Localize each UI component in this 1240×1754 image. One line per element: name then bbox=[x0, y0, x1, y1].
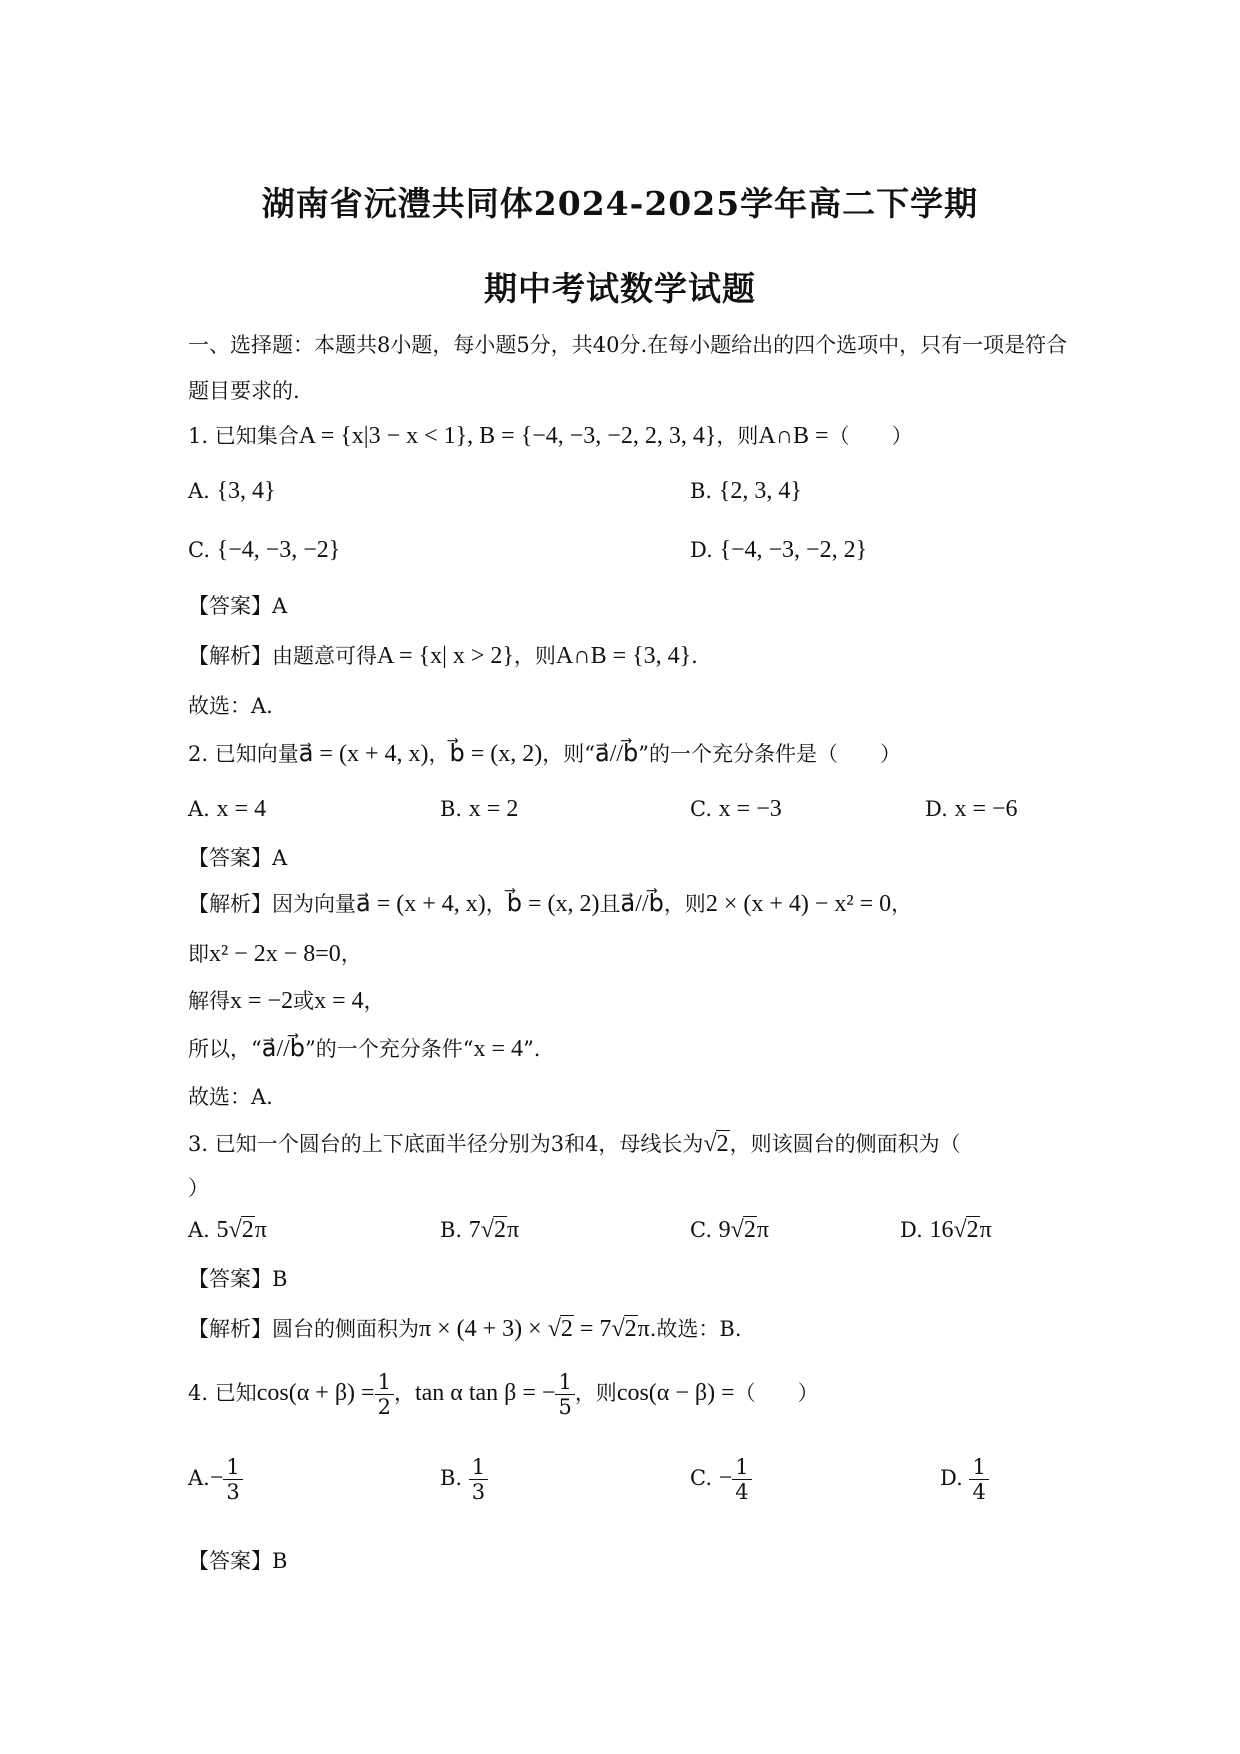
q1-answer-value: A bbox=[272, 594, 288, 618]
q3-option-d-pi: π bbox=[979, 1217, 992, 1243]
q4-option-d-denominator: 4 bbox=[972, 1480, 986, 1504]
q1-option-c bbox=[188, 537, 340, 564]
q2-analysis-1 bbox=[188, 888, 1068, 918]
q3-option-b: B. 7√2π bbox=[440, 1217, 520, 1243]
q1-stem-suffix: ，则 bbox=[716, 424, 759, 448]
q3-analysis-eq-1: π × (4 + 3) × bbox=[419, 1316, 548, 1342]
q4-option-c-denominator: 4 bbox=[735, 1480, 749, 1504]
answer-tag: 【答案】 bbox=[188, 1267, 272, 1291]
q3-stem bbox=[188, 1128, 1068, 1158]
q2-analysis-2-equation: x² − 2x − 8=0 bbox=[209, 941, 341, 967]
q4-option-d-fraction bbox=[969, 1455, 988, 1504]
q4-option-a-label: A. bbox=[188, 1466, 210, 1490]
q1-choose-value: A. bbox=[251, 694, 273, 718]
q2-analysis-vector-b: b⃗ = (x, 2) bbox=[506, 891, 600, 917]
q4-option-c bbox=[690, 1455, 752, 1504]
q2-parallel: a⃗//b⃗ bbox=[595, 741, 639, 767]
q2-vector-a: a⃗ = (x + 4, x) bbox=[298, 741, 429, 767]
q2-stem bbox=[188, 738, 1068, 768]
q2-stem-prefix: 2. 已知向量 bbox=[188, 742, 299, 766]
q2-analysis-separator: ， bbox=[485, 892, 507, 916]
q2-analysis-4-x: x = 4 bbox=[473, 1036, 524, 1062]
q4-option-a-denominator: 3 bbox=[226, 1480, 240, 1504]
q1-analysis-end: . bbox=[691, 644, 698, 668]
q1-option-c-label: C. bbox=[188, 538, 217, 562]
q1-choose bbox=[188, 690, 1068, 720]
q1-stem-prefix: 1. 已知集合 bbox=[188, 424, 299, 448]
q3-option-a-pi: π bbox=[254, 1217, 267, 1243]
q2-root-2: x = 4 bbox=[314, 988, 364, 1014]
q2-analysis-then: ，则 bbox=[663, 892, 706, 916]
q4-option-a bbox=[188, 1455, 243, 1504]
q2-analysis-vector-a: a⃗ = (x + 4, x) bbox=[356, 891, 486, 917]
q1-answer bbox=[188, 590, 1068, 620]
q3-option-d-label: D. bbox=[900, 1218, 930, 1242]
q2-analysis-4-parallel: a⃗//b⃗ bbox=[261, 1036, 306, 1062]
q4-option-d bbox=[940, 1455, 989, 1504]
q1-analysis-math-2: A∩B = {3, 4} bbox=[555, 643, 692, 669]
q1-analysis-math-1: A = {x| x > 2} bbox=[377, 643, 514, 669]
q1-option-d bbox=[690, 537, 867, 564]
q3-option-a-label: A. bbox=[188, 1218, 217, 1242]
q2-option-d bbox=[925, 796, 1018, 823]
q2-choose bbox=[188, 1081, 1068, 1111]
q2-analysis-end: ， bbox=[891, 892, 913, 916]
q2-analysis-equation: 2 × (x + 4) − x² = 0 bbox=[705, 891, 892, 917]
analysis-tag: 【解析】 bbox=[188, 1317, 272, 1341]
q1-option-a bbox=[188, 478, 276, 505]
q2-analysis-4-prefix: 所以，“ bbox=[188, 1037, 262, 1061]
q2-option-c-value: x = −3 bbox=[718, 796, 782, 822]
q4-option-a-numerator: 1 bbox=[223, 1455, 242, 1480]
q3-option-b-label: B. bbox=[440, 1218, 469, 1242]
q2-option-b-label: B. bbox=[440, 797, 469, 821]
q4-option-b-numerator: 1 bbox=[469, 1455, 488, 1480]
q3-answer-value: B bbox=[272, 1267, 288, 1291]
q3-option-c-pi: π bbox=[756, 1217, 769, 1243]
q2-vector-b: b⃗ = (x, 2) bbox=[449, 741, 543, 767]
q1-analysis-mid: ，则 bbox=[513, 644, 556, 668]
q1-stem-ask: A∩B = bbox=[758, 423, 829, 449]
q2-option-b bbox=[440, 796, 518, 823]
q3-option-c: C. 9√2π bbox=[690, 1217, 769, 1243]
q2-analysis-3 bbox=[188, 985, 1068, 1015]
q1-option-d-value: {−4, −3, −2, 2} bbox=[719, 537, 868, 563]
q4-stem bbox=[188, 1370, 1068, 1419]
q3-option-c-coef: 9 bbox=[718, 1217, 731, 1243]
q2-analysis-2-end: ， bbox=[340, 942, 362, 966]
q3-option-c-label: C. bbox=[690, 1218, 719, 1242]
q2-option-d-value: x = −6 bbox=[954, 796, 1018, 822]
q4-option-b-denominator: 3 bbox=[471, 1480, 486, 1504]
q4-fraction-1-denominator: 2 bbox=[377, 1395, 391, 1419]
q3-analysis: 【解析】圆台的侧面积为π × (4 + 3) × √2 = 7√2π.故选：B. bbox=[188, 1316, 742, 1342]
q2-option-c bbox=[690, 796, 782, 823]
q3-analysis-prefix: 圆台的侧面积为 bbox=[272, 1317, 419, 1341]
choose-prefix: 故选： bbox=[188, 694, 251, 718]
q2-option-b-value: x = 2 bbox=[468, 796, 519, 822]
q1-option-b bbox=[690, 478, 802, 505]
q2-stem-mid: ，则“ bbox=[542, 742, 595, 766]
q1-option-c-value: {−4, −3, −2} bbox=[216, 537, 341, 563]
q2-root-1: x = −2 bbox=[230, 988, 294, 1014]
q4-option-d-numerator: 1 bbox=[969, 1455, 988, 1480]
q4-stem-prefix: 4. 已知 bbox=[188, 1381, 257, 1405]
q3-analysis-eq-3: π bbox=[637, 1316, 650, 1342]
q1-stem-math: A = {x|3 − x < 1}, B = {−4, −3, −2, 2, 3, 4} bbox=[298, 423, 717, 449]
q2-analysis-2-prefix: 即 bbox=[188, 942, 209, 966]
q1-option-a-label: A. bbox=[188, 479, 217, 503]
q4-option-d-label: D. bbox=[940, 1466, 970, 1490]
q4-answer bbox=[188, 1545, 1068, 1575]
q2-analysis-prefix: 因为向量 bbox=[272, 892, 356, 916]
q2-answer bbox=[188, 842, 1068, 872]
q1-option-b-value: {2, 3, 4} bbox=[718, 478, 802, 504]
q4-stem-mid: ，则 bbox=[574, 1381, 617, 1405]
q1-paren: （ ） bbox=[828, 424, 913, 448]
q3-option-b-pi: π bbox=[506, 1217, 520, 1243]
answer-tag: 【答案】 bbox=[188, 594, 272, 618]
q1-stem bbox=[188, 420, 1068, 450]
q4-option-c-fraction bbox=[732, 1455, 751, 1504]
q2-analysis-4-mid: ”的一个充分条件“ bbox=[305, 1037, 474, 1061]
q4-separator: ， bbox=[393, 1381, 415, 1405]
q3-sqrt: √2 bbox=[703, 1131, 729, 1157]
answer-tag: 【答案】 bbox=[188, 1549, 272, 1573]
q4-option-c-sign: − bbox=[718, 1465, 733, 1491]
q4-option-b bbox=[440, 1455, 488, 1504]
q4-cos-diff: cos(α − β) = bbox=[616, 1380, 735, 1406]
q1-option-a-value: {3, 4} bbox=[216, 478, 276, 504]
q3-stem-line-2: ） bbox=[188, 1176, 209, 1200]
q2-analysis-3-end: ， bbox=[363, 989, 385, 1013]
q3-analysis-radicand-2: 2 bbox=[624, 1316, 637, 1342]
q3-option-d-coef: 16 bbox=[929, 1217, 954, 1243]
q2-analysis-parallel: a⃗//b⃗ bbox=[620, 891, 664, 917]
q4-fraction-2 bbox=[555, 1370, 574, 1419]
q2-option-a-label: A. bbox=[188, 797, 217, 821]
q4-option-c-numerator: 1 bbox=[732, 1455, 751, 1480]
q2-analysis-4-end: ”. bbox=[523, 1037, 541, 1061]
q2-option-a bbox=[188, 796, 266, 823]
q3-option-a-coef: 5 bbox=[216, 1217, 229, 1243]
q2-analysis-3-or: 或 bbox=[293, 989, 315, 1013]
q1-analysis bbox=[188, 640, 1068, 670]
q4-answer-value: B bbox=[272, 1549, 288, 1573]
q4-fraction-1-numerator: 1 bbox=[375, 1370, 394, 1395]
section-heading: 一、选择题：本题共8小题，每小题5分，共40分.在每小题给出的四个选项中，只有一项是符合题目要求的. bbox=[188, 333, 1068, 403]
q3-analysis-end: .故选：B. bbox=[649, 1317, 742, 1341]
q3-option-d: D. 16√2π bbox=[900, 1217, 992, 1243]
analysis-tag: 【解析】 bbox=[188, 892, 272, 916]
q2-answer-value: A bbox=[272, 846, 288, 870]
choose-prefix: 故选： bbox=[188, 1085, 251, 1109]
title-line-2: 期中考试数学试题 bbox=[484, 269, 756, 308]
q2-analysis-4 bbox=[188, 1033, 1068, 1063]
q3-option-b-radicand: 2 bbox=[493, 1217, 506, 1243]
q3-analysis-radicand-1: 2 bbox=[560, 1316, 573, 1342]
q3-option-a-radicand: 2 bbox=[241, 1217, 254, 1243]
q3-analysis-eq-2: = 7 bbox=[573, 1316, 612, 1342]
title-line-1: 湖南省沅澧共同体2024-2025学年高二下学期 bbox=[261, 184, 979, 223]
q3-option-d-radicand: 2 bbox=[966, 1217, 979, 1243]
q3-answer bbox=[188, 1263, 1068, 1293]
analysis-tag: 【解析】 bbox=[188, 644, 272, 668]
q4-tan-product: tan α tan β = − bbox=[414, 1380, 556, 1406]
q4-cos-sum: cos(α + β) = bbox=[256, 1380, 375, 1406]
q3-option-a: A. 5√2π bbox=[188, 1217, 267, 1243]
q2-option-c-label: C. bbox=[690, 797, 719, 821]
q4-fraction-1 bbox=[375, 1370, 394, 1419]
q1-option-b-label: B. bbox=[690, 479, 719, 503]
q4-fraction-2-denominator: 5 bbox=[558, 1395, 572, 1419]
q4-option-a-fraction bbox=[223, 1455, 242, 1504]
q2-analysis-and: 且 bbox=[599, 892, 621, 916]
q4-option-b-label: B. bbox=[440, 1466, 469, 1490]
q3-stem-part-2: ，则该圆台的侧面积为（ bbox=[729, 1132, 961, 1156]
q4-option-c-label: C. bbox=[690, 1466, 719, 1490]
q1-option-d-label: D. bbox=[690, 538, 720, 562]
q3-option-b-coef: 7 bbox=[468, 1217, 481, 1243]
q4-option-b-fraction bbox=[469, 1455, 488, 1504]
q2-option-a-value: x = 4 bbox=[216, 796, 267, 822]
q3-option-c-radicand: 2 bbox=[743, 1217, 756, 1243]
q2-option-d-label: D. bbox=[925, 797, 955, 821]
q4-paren: （ ） bbox=[734, 1381, 819, 1405]
q2-stem-suffix: ”的一个充分条件是（ ） bbox=[638, 742, 902, 766]
q2-analysis-3-prefix: 解得 bbox=[188, 989, 230, 1013]
q3-stem-part-1: 3. 已知一个圆台的上下底面半径分别为3和4，母线长为 bbox=[188, 1132, 704, 1156]
q4-option-a-sign: − bbox=[209, 1465, 224, 1491]
q2-analysis-2 bbox=[188, 938, 1068, 968]
q2-separator: ， bbox=[428, 742, 450, 766]
q1-analysis-prefix: 由题意可得 bbox=[272, 644, 377, 668]
q4-fraction-2-numerator: 1 bbox=[555, 1370, 574, 1395]
answer-tag: 【答案】 bbox=[188, 846, 272, 870]
q2-choose-value: A. bbox=[251, 1085, 273, 1109]
q3-sqrt-radicand: 2 bbox=[716, 1131, 729, 1157]
